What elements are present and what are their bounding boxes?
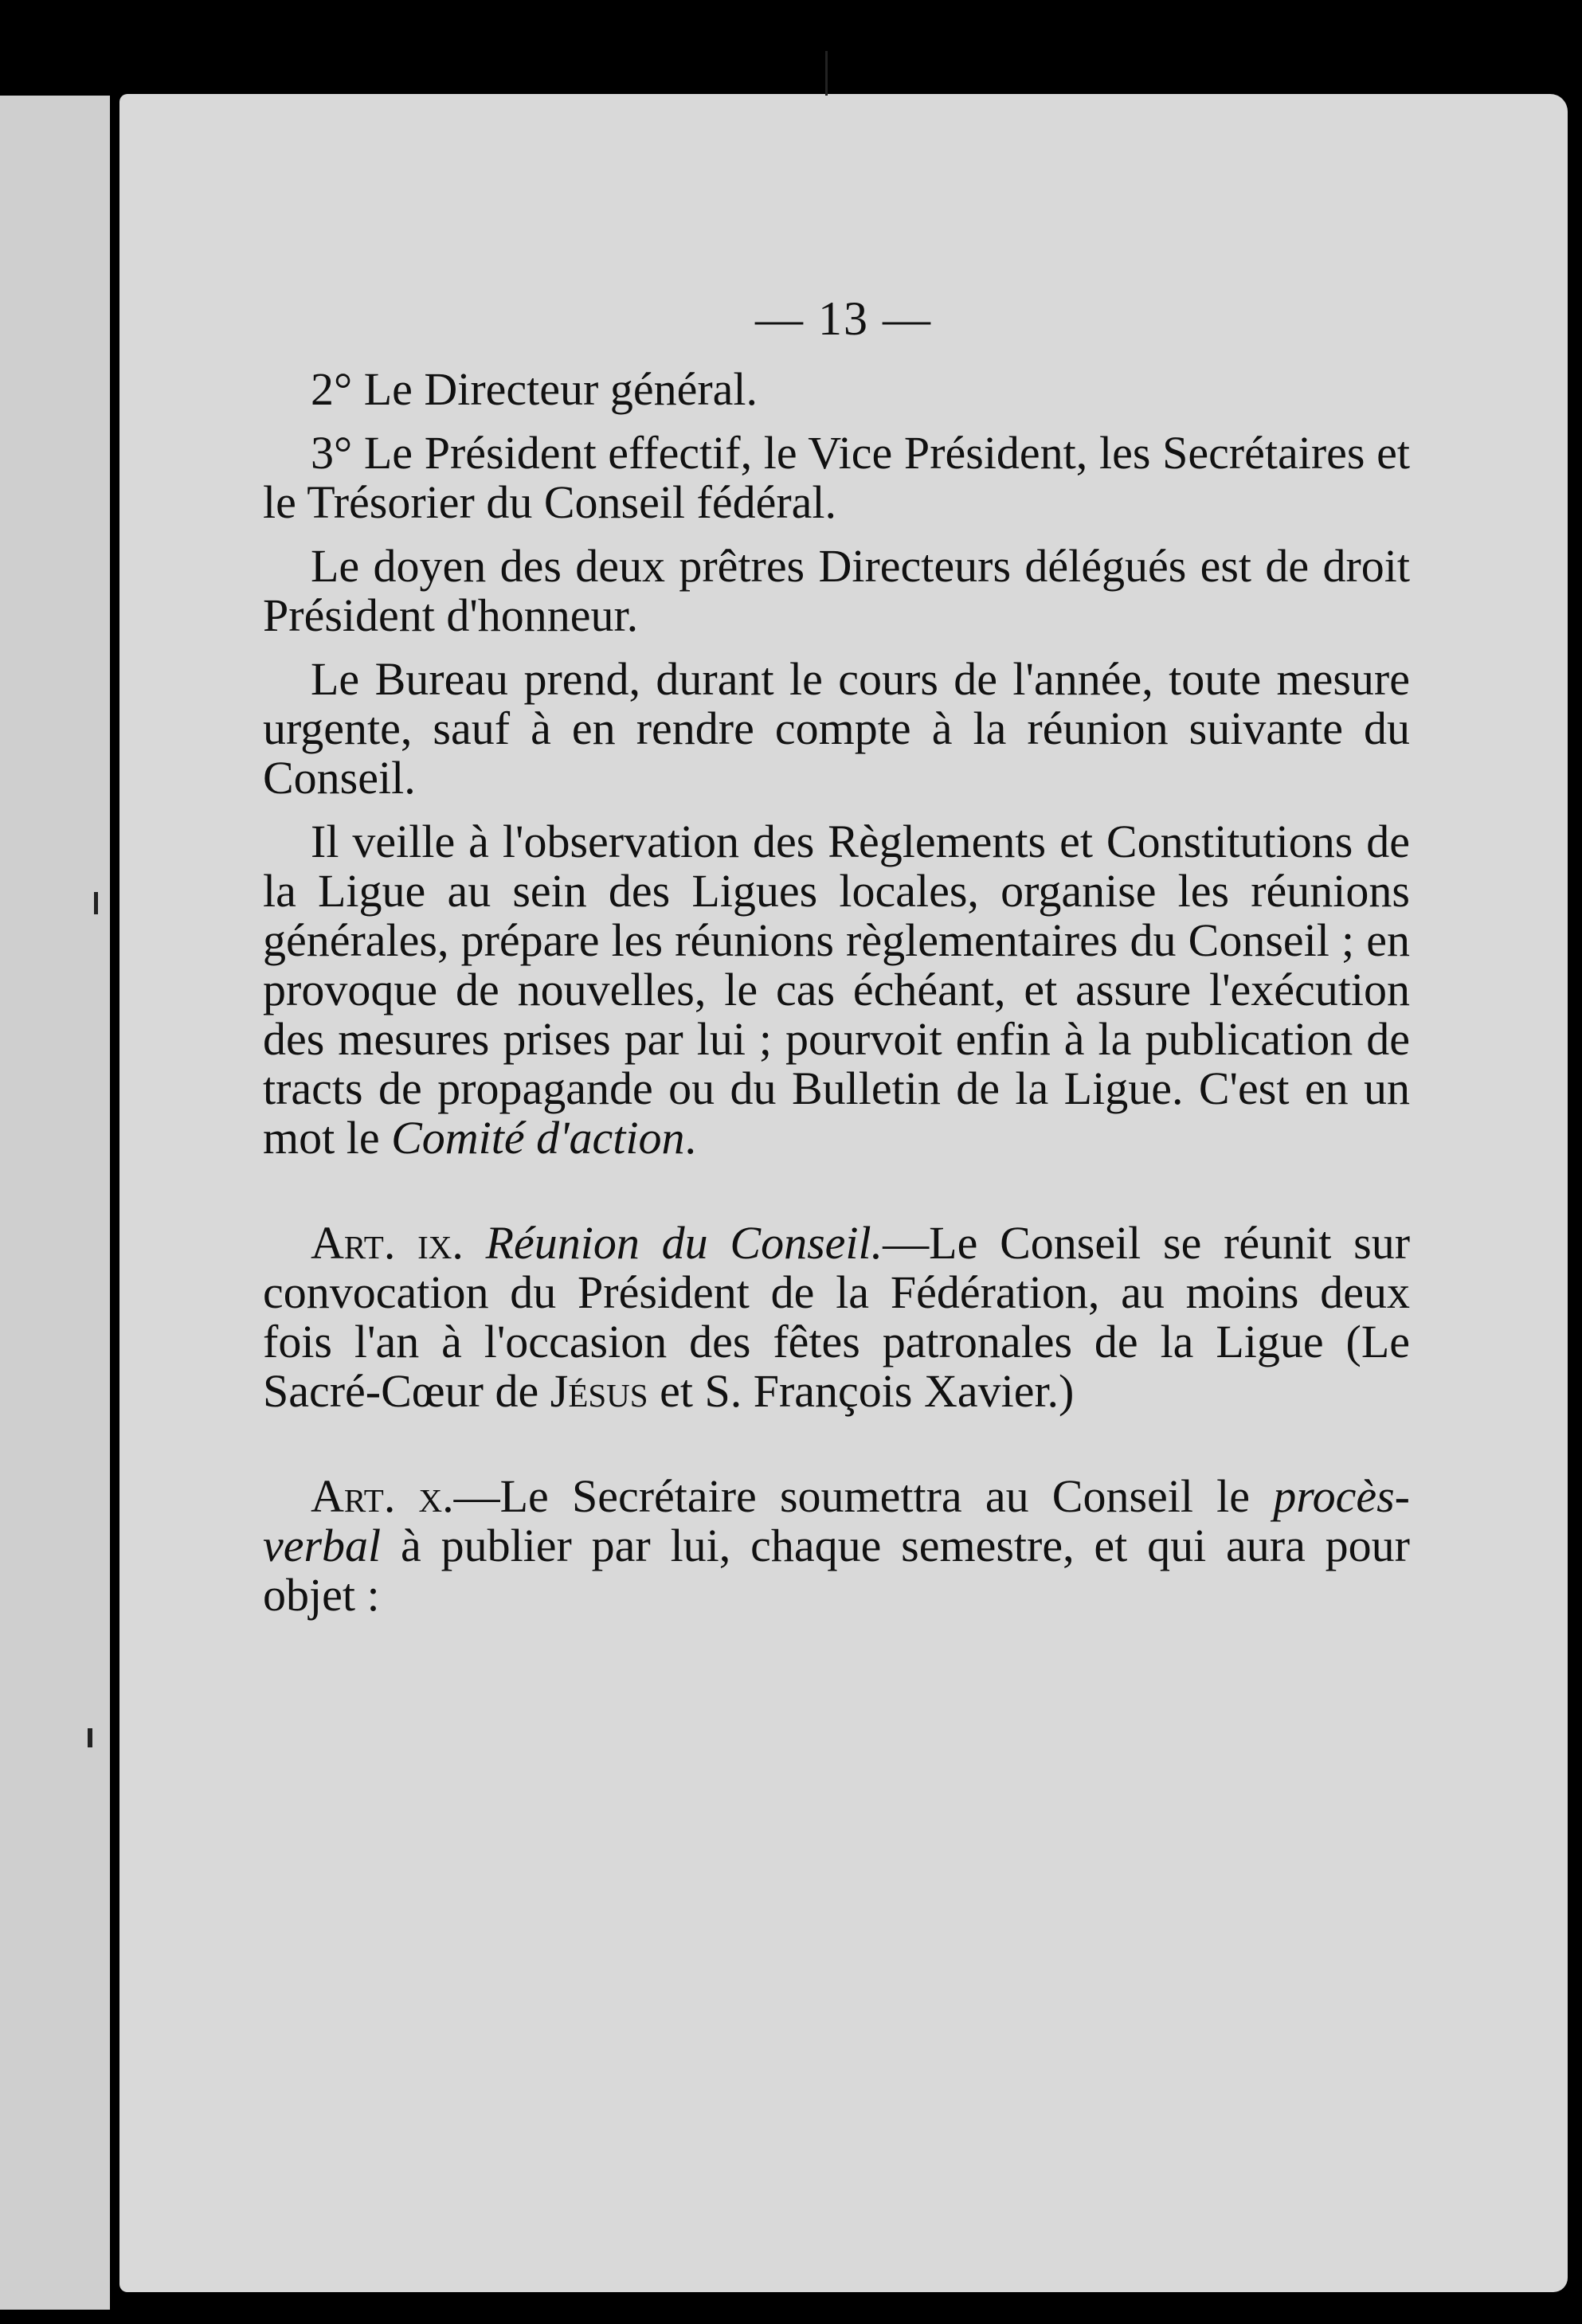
article-9-text: —Le Conseil se réunit sur convocation du Président de la Fédération, au moins deux fois l'an à l'occasion des fêtes patronales de la Ligue (Le Sacré-Cœur de [263, 1217, 1411, 1417]
scan-mark [825, 51, 828, 96]
article-9-tail: et S. François Xavier.) [648, 1365, 1075, 1417]
article-10-text: —Le Secrétaire soumettra au Conseil le [453, 1470, 1274, 1522]
paragraph-veille [263, 817, 1410, 1163]
article-10-label: Art. x. [311, 1470, 454, 1522]
paragraph-doyen: Le doyen des deux prêtres Directeurs délégués est de droit Président d'honneur. [263, 540, 1410, 641]
article-9-title: Réunion du Conseil. [485, 1217, 883, 1269]
paragraph-veille-tail: . [684, 1112, 697, 1164]
paragraph-veille-text: Il veille à l'observation des Règlements et Constitutions de la Ligue au sein des Ligues locales, organise les réunions générales, prépare les réunions règlementaires du Conseil ; en provoque de nouvelles, le cas échéant, et assure l'exécution des mesures prises par lui ; pourvoit enfin à la publication de tracts de propagande ou du Bulletin de la Ligue. C'est en un mot le [263, 816, 1410, 1164]
paragraph-item-3: 3° Le Président effectif, le Vice Président, les Secrétaires et le Trésorier du Conseil fédéral. [263, 427, 1410, 528]
paragraph-bureau: Le Bureau prend, durant le cours de l'année, toute mesure urgente, sauf à en rendre compte à la réunion suivante du Conseil. [263, 653, 1410, 804]
paragraph-item-2: 2° Le Directeur général. [311, 363, 758, 415]
book-page [119, 94, 1568, 2292]
scan-mark [88, 1728, 92, 1747]
paragraph-veille-emphasis: Comité d'action [391, 1112, 685, 1164]
page-number: — 13 — [755, 292, 932, 345]
facing-page-edge [0, 96, 110, 2310]
article-9 [263, 1219, 1410, 1416]
scan-mark [94, 892, 98, 914]
article-10-emphasis: procès-verbal [263, 1470, 1410, 1571]
article-9-label: Art. ix. [311, 1217, 464, 1269]
article-10 [263, 1472, 1410, 1620]
article-9-name: Jésus [550, 1365, 648, 1417]
article-10-tail: à publier par lui, chaque semestre, et qui aura pour objet : [263, 1520, 1410, 1621]
page-text [263, 365, 1410, 1634]
